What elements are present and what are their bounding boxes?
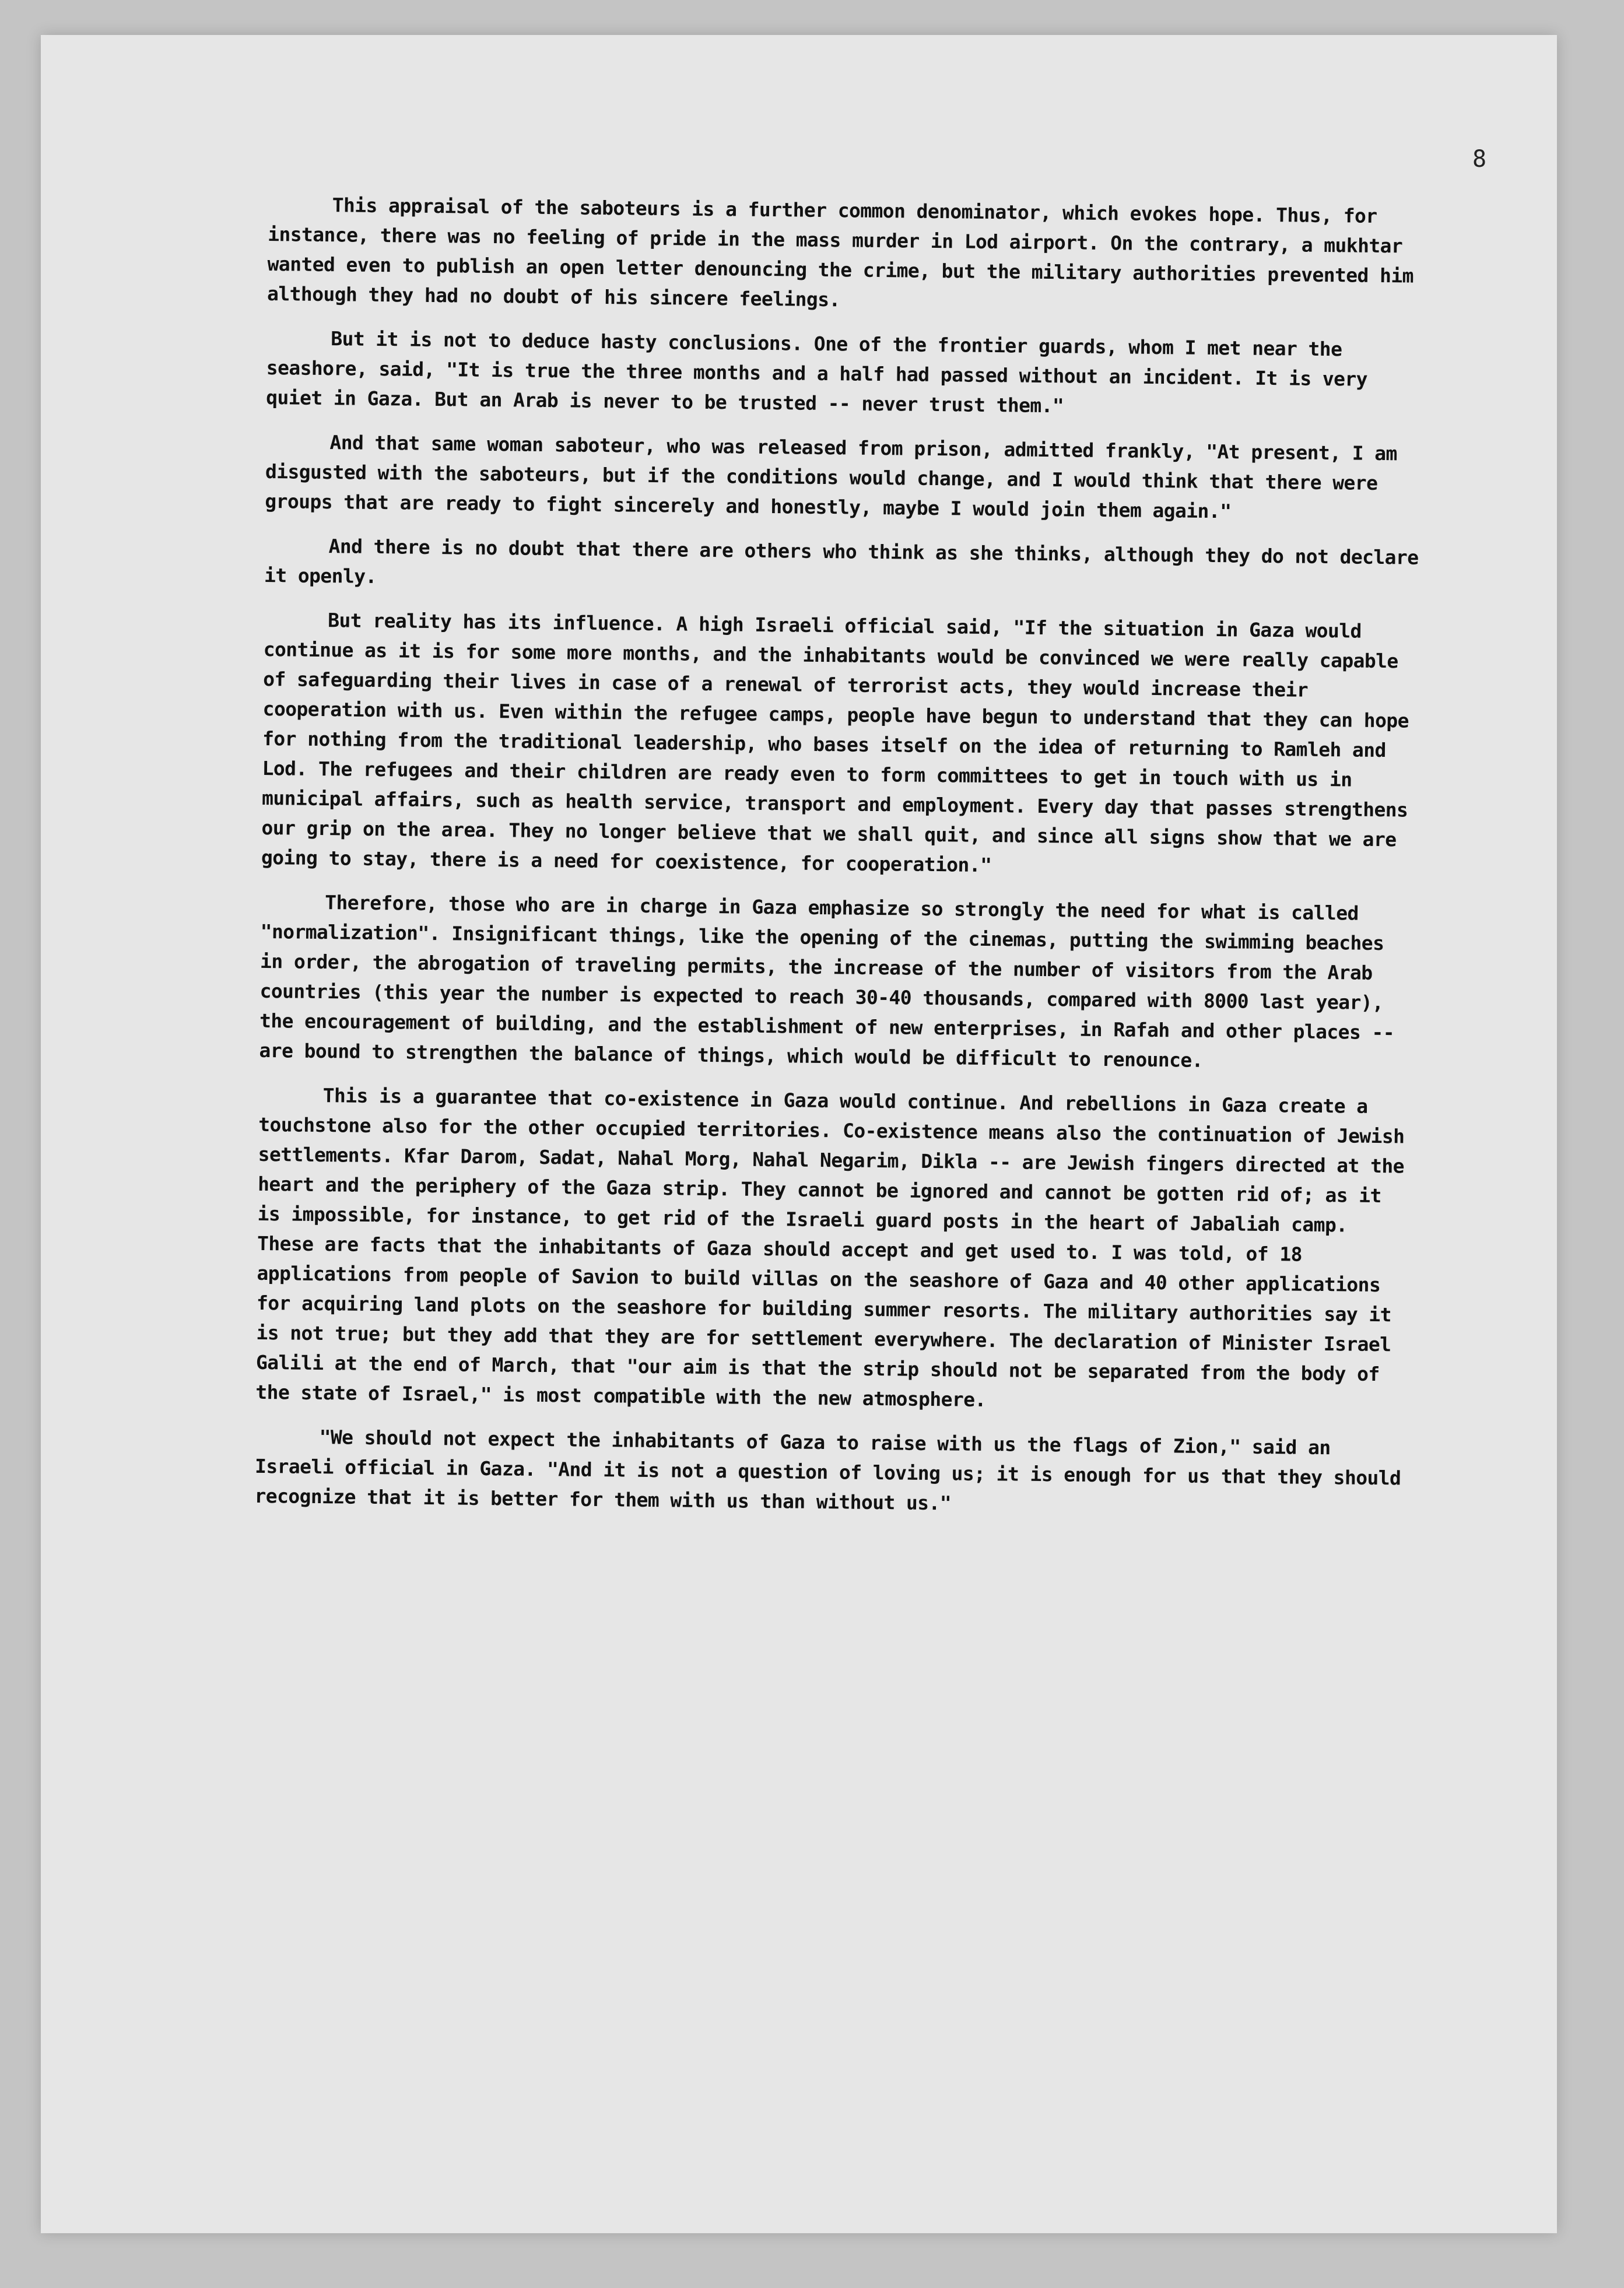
paragraph-8: "We should not expect the inhabitants of Gaza to raise with us the flags of Zion," said an Israeli official in Gaza. "And it is not a question of loving us; it is enough for us that they should recognize that it is better for them with us than without us." [254,1426,1401,1515]
paragraph-2: But it is not to deduce hasty conclusions. One of the frontier guards, whom I met near the seashore, said, "It is true the three months and a half had passed without an incident. It is very quiet in Gaza. But an Arab is never to be trusted -- never trust them." [266,327,1368,417]
paragraph-5: But reality has its influence. A high Israeli official said, "If the situation in Gaza would continue as it is for some more months, and the inhabitants would be convinced we were really capable of safeguarding their lives in case of a renewal of terrorist acts, they would increase their cooperation with us. Even within the refugee camps, people have begun to understand that they can hope for nothing from the traditional leadership, who bases itself on the idea of returning to Ramleh and Lod. The refugees and their children are ready even to form committees to get in touch with us in municipal affairs, such as health service, transport and employment. Every day that passes strengthens our grip on the area. They no longer believe that we shall quit, and since all signs show that we are going to stay, there is a need for coexistence, for cooperation." [261,609,1409,877]
paragraph-1: This appraisal of the saboteurs is a further common denominator, which evokes hope. Thus, for instance, there was no feeling of pride in the mass murder in Lod airport. On the contrary, a mukhtar wanted even to publish an open letter denouncing the crime, but the military authorities prevented him although they had no doubt of his sincere feelings. [266,194,1414,311]
paragraph-7: This is a guarantee that co-existence in Gaza would continue. And rebellions in Gaza create a touchstone also for the other occupied territories. Co-existence means also the continuation of Jewish settlements. Kfar Darom, Sadat, Nahal Morg, Nahal Negarim, Dikla -- are Jewish fingers directed at the heart and the periphery of the Gaza strip. They cannot be ignored and cannot be gotten rid of; as it is impossible, for instance, to get rid of the Israeli guard posts in the heart of Jabaliah camp. These are facts that the inhabitants of Gaza should accept and get used to. I was told, of 18 applications from people of Savion to build villas on the seashore of Gaza and 40 other applications for acquiring land plots on the seashore for building summer resorts. The military authorities say it is not true; but they add that they are for settlement everywhere. The declaration of Minister Israel Galili at the end of March, that "our aim is that the strip should not be separated from the body of the state of Israel," is most compatible with the new atmosphere. [255,1084,1405,1412]
paragraph-4: And there is no doubt that there are others who think as she thinks, although they do not declare it openly. [264,535,1419,588]
paragraph-6: Therefore, those who are in charge in Gaza emphasize so strongly the need for what is called "normalization". Insignificant things, like the opening of the cinemas, putting the swimming beaches in order, the abrogation of traveling permits, the increase of the number of visitors from the Arab countries (this year the number is expected to reach 30-40 thousands, compared with 8000 last year), the encouragement of building, and the establishment of new enterprises, in Rafah and other places -- are bound to strengthen the balance of things, which would be difficult to renounce. [259,891,1395,1072]
document-page [41,35,1557,2233]
body-text [254,190,1423,1538]
paragraph-3: And that same woman saboteur, who was released from prison, admitted frankly, "At present, I am disgusted with the saboteurs, but if the conditions would change, and I would think that there were groups that are ready to fight sincerely and honestly, maybe I would join them again." [265,431,1398,523]
page-number: 8 [1472,146,1487,173]
